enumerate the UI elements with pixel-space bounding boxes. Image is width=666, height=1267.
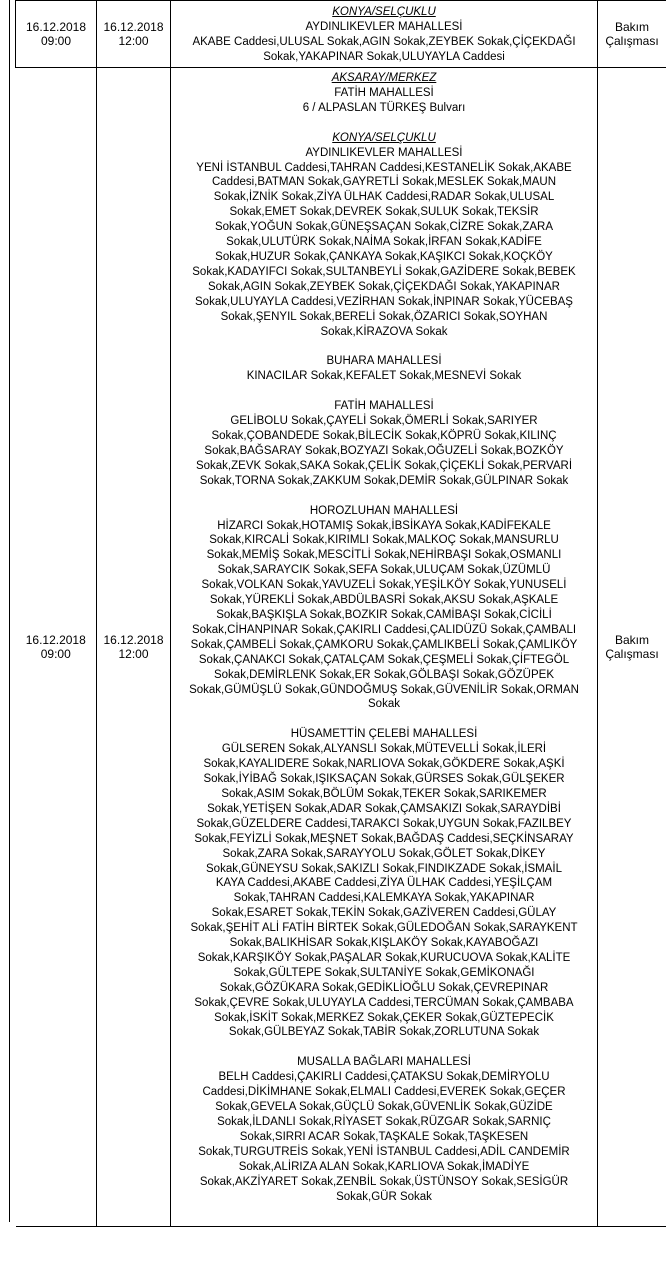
area-text-line: HOROZLUHAN MAHALLESİ	[309, 504, 459, 517]
affected-areas-cell	[171, 1, 598, 68]
area-text-line: Sokak,GÜLTEPE Sokak,SULTANİYE Sokak,GEMİKONAĞI	[233, 966, 535, 979]
area-text-line: Sokak,GÜMÜŞLÜ Sokak,GÜNDOĞMUŞ Sokak,GÜVENİLİR Sokak,ORMAN	[189, 683, 579, 696]
area-text-line: Sokak,YAKAPINAR Sokak,ULUYAYLA Caddesi	[263, 50, 505, 63]
work-type-line-1: Bakım	[614, 20, 649, 34]
end-date: 16.12.2018	[103, 633, 164, 648]
work-type-line-2: Çalışması	[605, 647, 659, 662]
area-text-line: Sokak,KARŞIKÖY Sokak,PAŞALAR Sokak,KURUCUOVA Sokak,KALİTE	[197, 951, 571, 964]
area-text-line: Sokak,ZEVK Sokak,SAKA Sokak,ÇELİK Sokak,ÇİÇEKLİ Sokak,PERVARİ	[195, 459, 573, 472]
area-text-line: Sokak,HUZUR Sokak,ÇANKAYA Sokak,KAŞIKCI Sokak,KOÇKÖY	[215, 250, 553, 263]
area-text-line: Sokak,GÜLBEYAZ Sokak,TABİR Sokak,ZORLUTUNA Sokak	[228, 1026, 540, 1039]
area-text-line: MUSALLA BAĞLARI MAHALLESİ	[297, 1056, 471, 1069]
area-text-line: Sokak,DEMİRLENK Sokak,ER Sokak,GÖLBAŞI Sokak,GÖZÜPEK	[213, 668, 554, 681]
end-datetime-cell	[97, 68, 171, 1227]
affected-areas-cell	[171, 68, 598, 1227]
area-text-line: Sokak,KADAYIFCI Sokak,SULTANBEYLİ Sokak,GAZİDERE Sokak,BEBEK	[192, 265, 576, 278]
area-text-line: HÜSAMETTİN ÇELEBİ MAHALLESİ	[290, 728, 478, 741]
work-type-line-2: Çalışması	[605, 34, 659, 48]
area-text-line: AKABE Caddesi,ULUSAL Sokak,AGIN Sokak,ZEYBEK Sokak,ÇİÇEKDAĞI	[192, 36, 576, 48]
paragraph-gap	[171, 116, 597, 131]
paragraph-gap	[171, 1040, 597, 1055]
paragraph-gap	[171, 712, 597, 727]
area-text-line: Sokak,GÜZELDERE Caddesi,TARAKCI Sokak,UYGUN Sokak,FAZILBEY	[196, 817, 572, 830]
area-text-line: Sokak,ULUTÜRK Sokak,NAİMA Sokak,İRFAN Sokak,KADİFE	[226, 236, 542, 249]
area-text-line: AYDINLIKEVLER MAHALLESİ	[305, 146, 463, 159]
paragraph-gap	[171, 384, 597, 399]
area-text-line: GÜLSEREN Sokak,ALYANSLI Sokak,MÜTEVELLİ Sokak,İLERİ	[221, 743, 547, 756]
area-text-line: Sokak,MEMİŞ Sokak,MESCİTLİ Sokak,NEHİRBAŞI Sokak,OSMANLI	[206, 549, 562, 562]
area-text-line: Sokak,ÇEVRE Sokak,ULUYAYLA Caddesi,TERCÜMAN Sokak,ÇAMBABA	[194, 996, 574, 1009]
start-time: 09:00	[40, 647, 71, 662]
end-datetime-cell	[97, 1, 171, 68]
area-text-line: HİZARCI Sokak,HOTAMIŞ Sokak,İBSİKAYA Sokak,KADİFEKALE	[217, 519, 551, 532]
area-text-line: Sokak,YETİŞEN Sokak,ADAR Sokak,ÇAMSAKIZI Sokak,SARAYDİBİ	[207, 802, 561, 815]
province-district-heading: KONYA/SELÇUKLU	[332, 131, 436, 144]
end-time: 12:00	[118, 647, 149, 662]
area-text-line: YENİ İSTANBUL Caddesi,TAHRAN Caddesi,KESTANELİK Sokak,AKABE	[196, 161, 572, 174]
area-text-line: Sokak,GÖZÜKARA Sokak,GEDİKLİOĞLU Sokak,ÇEVREPINAR	[219, 981, 549, 994]
area-text-line: Sokak,GÜR Sokak	[336, 1190, 432, 1203]
start-datetime-cell	[16, 1, 97, 68]
area-text-line: Sokak,TURGUTREİS Sokak,YENİ İSTANBUL Caddesi,ADİL CANDEMİR	[198, 1145, 570, 1158]
table-row	[16, 1, 666, 68]
area-text-line: Sokak,GEVELA Sokak,GÜÇLÜ Sokak,GÜVENLİK Sokak,GÜZİDE	[215, 1101, 553, 1114]
area-text-line: Sokak,BALIKHİSAR Sokak,KIŞLAKÖY Sokak,KAYABOĞAZI	[229, 937, 539, 950]
area-text-line: Sokak	[368, 698, 400, 711]
area-text-line: Sokak,TAHRAN Caddesi,KALEMKAYA Sokak,YAKAPINAR	[233, 892, 535, 905]
area-text-line: Sokak,İYİBAĞ Sokak,IŞIKSAÇAN Sokak,GÜRSES Sokak,GÜLŞEKER	[203, 773, 565, 786]
area-text-line: Sokak,ULUYAYLA Caddesi,VEZİRHAN Sokak,İNPINAR Sokak,YÜCEBAŞ	[195, 295, 573, 308]
work-type-cell	[598, 68, 666, 1227]
area-text-line: Sokak,ÇOBANDEDE Sokak,BİLECİK Sokak,KÖPRÜ Sokak,KILINÇ	[211, 430, 557, 443]
area-text-line: Sokak,BAŞKIŞLA Sokak,BOZKIR Sokak,CAMİBAŞI Sokak,CİCİLİ	[216, 609, 552, 621]
work-type-line-1: Bakım	[614, 633, 649, 648]
area-text-line: Sokak,ÇAMBELİ Sokak,ÇAMKORU Sokak,ÇAMLIKBELİ Sokak,ÇAMLIKÖY	[190, 638, 578, 651]
area-text-line: Sokak,ASIM Sokak,BÖLÜM Sokak,TEKER Sokak,SARIKEMER	[221, 787, 547, 800]
area-text-line: BUHARA MAHALLESİ	[326, 355, 442, 368]
area-text-line: Sokak,ŞENYIL Sokak,BERELİ Sokak,ÖZARICI Sokak,SOYHAN	[220, 310, 548, 323]
start-datetime-cell	[16, 68, 97, 1227]
start-date: 16.12.2018	[25, 20, 87, 34]
area-text-line: Sokak,EMET Sokak,DEVREK Sokak,SULUK Sokak,TEKSİR	[229, 206, 539, 219]
end-time: 12:00	[118, 34, 149, 48]
area-text-line: Sokak,YÜREKLİ Sokak,ABDÜLBASRİ Sokak,AKSU Sokak,AŞKALE	[209, 594, 559, 607]
area-text-line: KINACILAR Sokak,KEFALET Sokak,MESNEVİ Sokak	[246, 370, 522, 383]
area-text-line: BELH Caddesi,ÇAKIRLI Caddesi,ÇATAKSU Sokak,DEMİRYOLU	[218, 1071, 550, 1084]
area-text-line: Sokak,SIRRI ACAR Sokak,TAŞKALE Sokak,TAŞKESEN	[239, 1130, 529, 1143]
area-text-line: Sokak,İZNİK Sokak,ZİYA ÜLHAK Caddesi,RADAR Sokak,ULUSAL	[213, 191, 555, 204]
paragraph-gap	[171, 489, 597, 504]
area-text-line: Sokak,KİRAZOVA Sokak	[320, 325, 448, 338]
area-text-line: Sokak,VOLKAN Sokak,YAVUZELİ Sokak,YEŞİLKÖY Sokak,YUNUSELİ	[201, 579, 567, 592]
end-date: 16.12.2018	[103, 20, 164, 34]
area-text-line: Sokak,YOĞUN Sokak,GÜNEŞSAÇAN Sokak,CİZRE Sokak,ZARA	[214, 221, 554, 234]
start-time: 09:00	[40, 34, 72, 48]
area-text-line: Sokak,ESARET Sokak,TEKİN Sokak,GAZİVEREN Caddesi,GÜLAY	[211, 907, 557, 920]
paragraph-gap	[171, 339, 597, 354]
outage-schedule-table	[15, 0, 666, 1227]
province-district-heading: KONYA/SELÇUKLU	[332, 6, 436, 19]
start-date: 16.12.2018	[25, 633, 86, 648]
area-text-line: Sokak,BAĞSARAY Sokak,BOZYAZI Sokak,OĞUZELİ Sokak,BOZKÖY	[204, 444, 564, 457]
area-text-line: KAYA Caddesi,AKABE Caddesi,ZİYA ÜLHAK Caddesi,YEŞİLÇAM	[215, 877, 553, 890]
area-text-line: Sokak,ŞEHİT ALİ FATİH BİRTEK Sokak,GÜLEDOĞAN Sokak,SARAYKENT	[190, 922, 578, 935]
left-margin-rule	[9, 0, 10, 1222]
area-text-line: 6 / ALPASLAN TÜRKEŞ Bulvarı	[302, 101, 466, 114]
area-text-line: Sokak,ALİRIZA ALAN Sokak,KARLIOVA Sokak,İMADİYE	[238, 1160, 530, 1173]
area-text-line: AYDINLIKEVLER MAHALLESİ	[305, 21, 463, 34]
area-text-line: Caddesi,DİKİMHANE Sokak,ELMALI Caddesi,EVEREK Sokak,GEÇER	[202, 1086, 566, 1099]
area-text-line: Sokak,TORNA Sokak,ZAKKUM Sokak,DEMİR Sokak,GÜLPINAR Sokak	[199, 474, 569, 487]
work-type-cell	[598, 1, 666, 68]
area-text-line: GELİBOLU Sokak,ÇAYELİ Sokak,ÖMERLİ Sokak,SARIYER	[230, 415, 538, 428]
area-text-line: Sokak,CİHANPINAR Sokak,ÇAKIRLI Caddesi,ÇALIDÜZÜ Sokak,ÇAMBALI	[191, 623, 577, 636]
area-text-line: Sokak,İSKİT Sokak,MERKEZ Sokak,ÇEKER Sokak,GÜZTEPECİK	[214, 1011, 554, 1024]
area-text-line: Sokak,FEYİZLİ Sokak,MEŞNET Sokak,BAĞDAŞ Caddesi,SEÇKİNSARAY	[194, 832, 574, 845]
area-text-line: FATİH MAHALLESİ	[334, 86, 434, 99]
area-text-line: Sokak,GÜNEYSU Sokak,SAKIZLI Sokak,FINDIKZADE Sokak,İSMAİL	[206, 862, 562, 875]
table-row	[16, 68, 666, 1227]
area-text-line: Sokak,ÇANAKCI Sokak,ÇATALÇAM Sokak,ÇEŞMELİ Sokak,ÇİFTEGÖL	[198, 653, 570, 666]
area-text-line: Sokak,SARAYCIK Sokak,SEFA Sokak,ULUÇAM Sokak,ÜZÜMLÜ	[217, 564, 551, 577]
area-text-line: Sokak,KIRCALİ Sokak,KIRIMLI Sokak,MALKOÇ Sokak,MANSURLU	[209, 534, 559, 547]
area-text-line: Sokak,İLDANLI Sokak,RİYASET Sokak,RÜZGAR Sokak,SARNIÇ	[217, 1116, 551, 1128]
area-text-line: Caddesi,BATMAN Sokak,GAYRETLİ Sokak,MESLEK Sokak,MAUN	[211, 176, 557, 189]
area-text-line: Sokak,AGIN Sokak,ZEYBEK Sokak,ÇİÇEKDAĞI Sokak,YAKAPINAR	[208, 280, 560, 293]
area-text-line: FATİH MAHALLESİ	[334, 400, 434, 413]
area-text-line: Sokak,AKZİYARET Sokak,ZENBİL Sokak,ÜSTÜNSOY Sokak,SESİGÜR	[199, 1175, 569, 1188]
area-text-line: Sokak,ZARA Sokak,SARAYYOLU Sokak,GÖLET Sokak,DİKEY	[222, 847, 546, 860]
area-text-line: Sokak,KAYALIDERE Sokak,NARLIOVA Sokak,GÖKDERE Sokak,AŞKİ	[203, 758, 565, 771]
province-district-heading: AKSARAY/MERKEZ	[331, 72, 437, 84]
